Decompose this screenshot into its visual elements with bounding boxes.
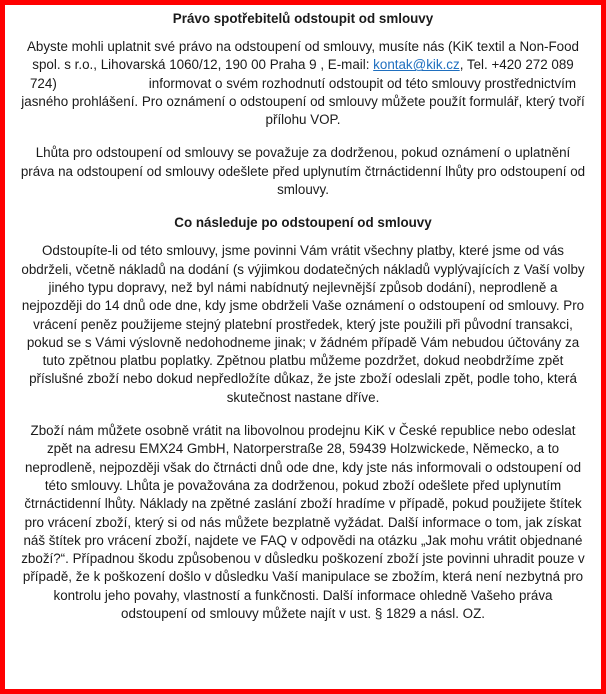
paragraph-text: Abyste mohli uplatnit své právo na odstoupení od smlouvy, musíte nás (KiK textil a Non-Food spol. s r.o., Lihovarská 1060/12, 190 00 Praha 9 , E-mail: bbox=[26, 39, 580, 73]
section-title-after-withdrawal: Co následuje po odstoupení od smlouvy bbox=[174, 215, 432, 231]
paragraph-return-goods: Zboží nám můžete osobně vrátit na libovolnou prodejnu KiK v České republice nebo odeslat zpět na adresu EMX24 GmbH, Natorperstraße 28, 59439 Holzwickede, Německo, a to neprodleně, nejpozději však do čtrnácti dnů ode dne, kdy jste nás informovali o odstoupení od této smlouvy. Lhůta je považována za dodrženou, pokud zboží odešlete před uplynutím čtrnáctidenní lhůty. Náklady na zpětné zaslání zboží hradíme v případě, pokud použijete štítek pro vrácení zboží, který si od nás můžete bezplatně vyžádat. Další informace o tom, jak získat náš štítek pro vrácení zboží, najdete ve FAQ v odpovědi na otázku „Jak mohu vrátit objednané zboží?“. Případnou škodu způsobenou v důsledku poškození zboží jste povinni uhradit pouze v případě, že k poškození došlo v důsledku Vaší manipulace se zbožím, která není nezbytná pro kontrolu jeho povahy, vlastností a funkčnosti. Další informace ohledně Vašeho práva odstoupení od smlouvy můžete najít v ust. § 1829 a násl. OZ. bbox=[21, 423, 585, 622]
section-title-withdrawal-right: Právo spotřebitelů odstoupit od smlouvy bbox=[172, 11, 434, 26]
paragraph-refund: Odstoupíte-li od této smlouvy, jsme povinni Vám vrátit všechny platby, které jsme od vás obdrželi, včetně nákladů na dodání (s výjimkou dodatečných nákladů vyplývajících z Vaší volby jiného typu dopravy, než byl námi nabídnutý nejlevnější způsob dodání), neprodleně a nejpozději do 14 dnů ode dne, kdy jsme obdrželi Vaše oznámení o odstoupení od smlouvy. Pro vrácení peněz použijeme stejný platební prostředek, který jste použili při původní transakci, pokud se s Vámi výslovně nedohodneme jinak; v žádném případě Vám nebudou účtovány za tuto zpětnou platbu poplatky. Zpětnou platbu můžeme pozdržet, dokud neobdržíme zpět příslušné zboží nebo dokud nepředložíte důkaz, že jste zboží odeslali zpět, podle toho, která skutečnost nastane dříve. bbox=[21, 243, 585, 405]
email-link[interactable]: kontak@kik.cz bbox=[373, 57, 460, 73]
paragraph-withdrawal-deadline: Lhůta pro odstoupení od smlouvy se považuje za dodrženou, pokud oznámení o uplatnění práva na odstoupení od smlouvy odešlete před uplynutím čtrnáctidenní lhůty pro odstoupení od smlouvy. bbox=[20, 145, 586, 198]
paragraph-withdrawal-how bbox=[19, 38, 587, 129]
paragraph-text: , Tel. +420 272 089 724) bbox=[29, 57, 574, 91]
paragraph-text: informovat o svém rozhodnutí odstoupit od této smlouvy prostřednictvím jasného prohlášení. Pro oznámení o odstoupení od smlouvy můžete použít formulář, který tvoří přílohu VOP. bbox=[21, 75, 585, 128]
